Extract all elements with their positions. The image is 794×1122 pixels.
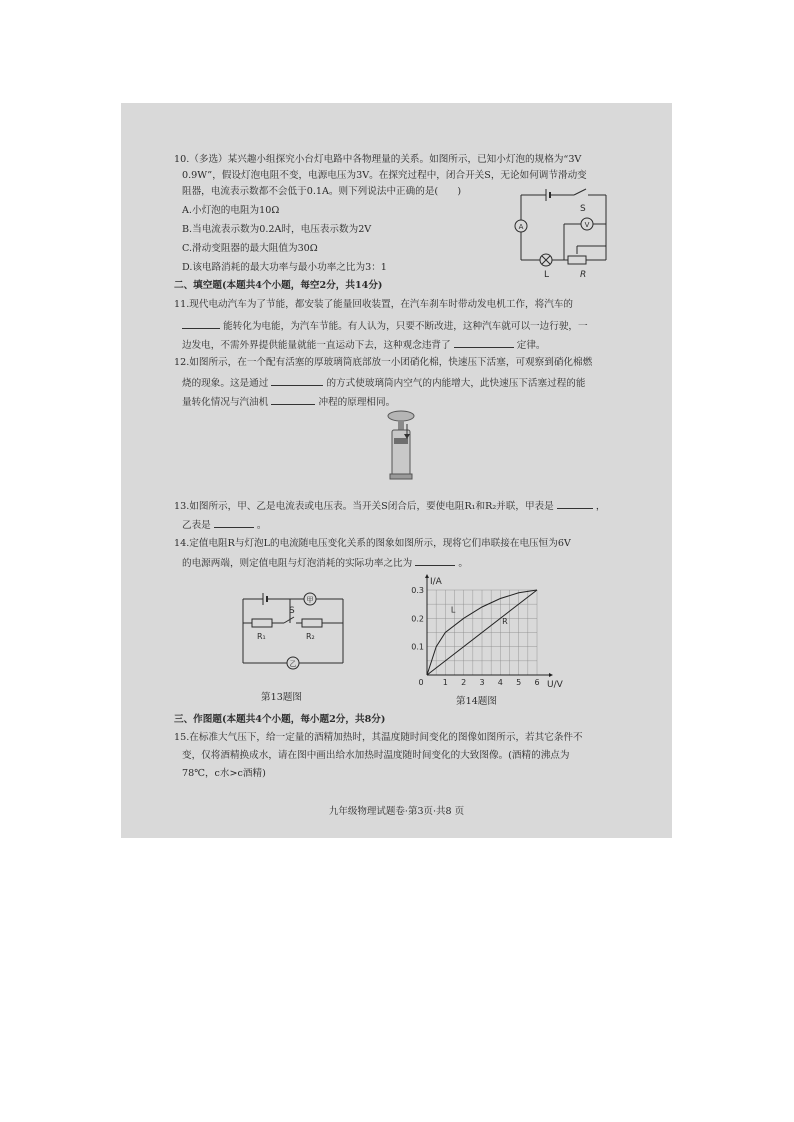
q14-caption: 第14题图 <box>456 696 497 707</box>
q12-blank-1[interactable] <box>271 375 323 386</box>
q12-line2: 烧的现象。这是通过 的方式使玻璃筒内空气的内能增大，此快速压下活塞过程的能 <box>182 375 586 391</box>
q13-circuit-diagram <box>238 591 348 671</box>
q10-option-a: A.小灯泡的电阻为10Ω <box>182 205 280 216</box>
piston-cylinder-image <box>381 408 421 483</box>
y-axis-arrow <box>425 574 429 578</box>
x-tick-label: 5 <box>516 678 522 687</box>
section-fill-in-title: 二、填空题(本题共4个小题，每空2分，共14分) <box>174 280 383 291</box>
lamp-label: L <box>544 270 550 280</box>
q12-blank-2[interactable] <box>271 394 315 405</box>
q11-line1: 11.现代电动汽车为了节能，都安装了能量回收装置，在汽车刹车时带动发电机工作，将汽车的 <box>174 299 574 310</box>
q10-option-b: B.当电流表示数为0.2A时，电压表示数为2V <box>182 224 372 235</box>
q13-line1: 13.如图所示，甲、乙是电流表或电压表。当开关S闭合后，要使电阻R₁和R₂并联，甲表是 ， <box>174 498 605 514</box>
q14-line1: 14.定值电阻R与灯泡L的电流随电压变化关系的图象如图所示，现将它们串联接在电压恒为6V <box>174 538 571 549</box>
q13-blank-2[interactable] <box>214 517 254 528</box>
x-tick-label: 4 <box>497 678 503 687</box>
q10-line3: 阻器，电流表示数都不会低于0.1A。则下列说法中正确的是( ) <box>182 186 462 197</box>
x-tick-label: 2 <box>461 678 467 687</box>
q10-line2: 0.9W”，假设灯泡电阻不变，电源电压为3V。在探究过程中，闭合开关S，无论如何调节滑动变 <box>182 170 587 181</box>
x-tick-label: 0 <box>418 678 424 687</box>
q10-option-c: C.滑动变阻器的最大阻值为30Ω <box>182 243 318 254</box>
x-tick-label: 1 <box>442 678 448 687</box>
yi-meter-label: 乙 <box>289 660 297 668</box>
q14-blank[interactable] <box>415 555 455 566</box>
y-tick-label: 0.1 <box>411 642 424 652</box>
x-tick-label: 3 <box>479 678 485 687</box>
section-drawing-title: 三、作图题(本题共4个小题，每小题2分，共8分) <box>174 714 386 725</box>
exam-page <box>121 103 672 838</box>
q10-circuit-diagram <box>506 188 616 283</box>
series-label-l: L <box>450 605 456 615</box>
q13-line2: 乙表是 。 <box>182 517 267 533</box>
y-tick-label: 0.3 <box>411 586 424 595</box>
q11-line3: 边发电，不需外界提供能量就能一直运动下去，这种观念违背了 定律。 <box>182 337 546 353</box>
q10-line1: 10.（多选）某兴趣小组探究小台灯电路中各物理量的关系。如图所示，已知小灯泡的规格为“3V <box>174 154 582 165</box>
y-tick-label: 0.2 <box>411 614 424 624</box>
q15-line2: 变，仅将酒精换成水，请在图中画出给水加热时温度随时间变化的大致图像。(酒精的沸点为 <box>182 750 570 761</box>
voltmeter-label: V <box>584 221 590 229</box>
x-axis-label: U/V <box>547 680 563 690</box>
q11-blank-2[interactable] <box>454 337 514 348</box>
q14-line2: 的电源两端，则定值电阻与灯泡消耗的实际功率之比为 。 <box>182 555 468 571</box>
q13-switch-label: S <box>289 606 295 616</box>
page-footer: 九年级物理试题卷·第3页·共8 页 <box>328 806 465 817</box>
y-axis-label: I/A <box>430 577 442 587</box>
x-axis-arrow <box>549 673 553 677</box>
q12-line1: 12.如图所示，在一个配有活塞的厚玻璃筒底部放一小团硝化棉，快速压下活塞，可观察到硝化棉燃 <box>174 357 593 368</box>
q13-caption: 第13题图 <box>261 692 302 703</box>
jia-meter-label: 甲 <box>306 596 314 604</box>
series-label-r: R <box>502 617 508 626</box>
q15-line3: 78℃，c水>c酒精) <box>182 768 266 779</box>
q12-line3: 量转化情况与汽油机 冲程的原理相同。 <box>182 394 395 410</box>
q15-line1: 15.在标准大气压下，给一定量的酒精加热时，其温度随时间变化的图像如图所示，若其它条件不 <box>174 732 583 743</box>
ammeter-label: A <box>518 223 524 231</box>
r1-label: R₁ <box>257 632 266 641</box>
x-tick-label: 6 <box>534 678 540 687</box>
q11-line2: 能转化为电能，为汽车节能。有人认为，只要不断改进，这种汽车就可以一边行驶，一 <box>182 318 588 334</box>
r2-label: R₂ <box>306 632 315 641</box>
rheostat-label: R <box>580 270 587 280</box>
q11-blank-1[interactable] <box>182 318 220 329</box>
q14-iu-chart <box>409 575 563 693</box>
q10-option-d: D.该电路消耗的最大功率与最小功率之比为3：1 <box>182 262 387 273</box>
switch-label: S <box>580 204 586 214</box>
q13-blank-1[interactable] <box>557 498 593 509</box>
